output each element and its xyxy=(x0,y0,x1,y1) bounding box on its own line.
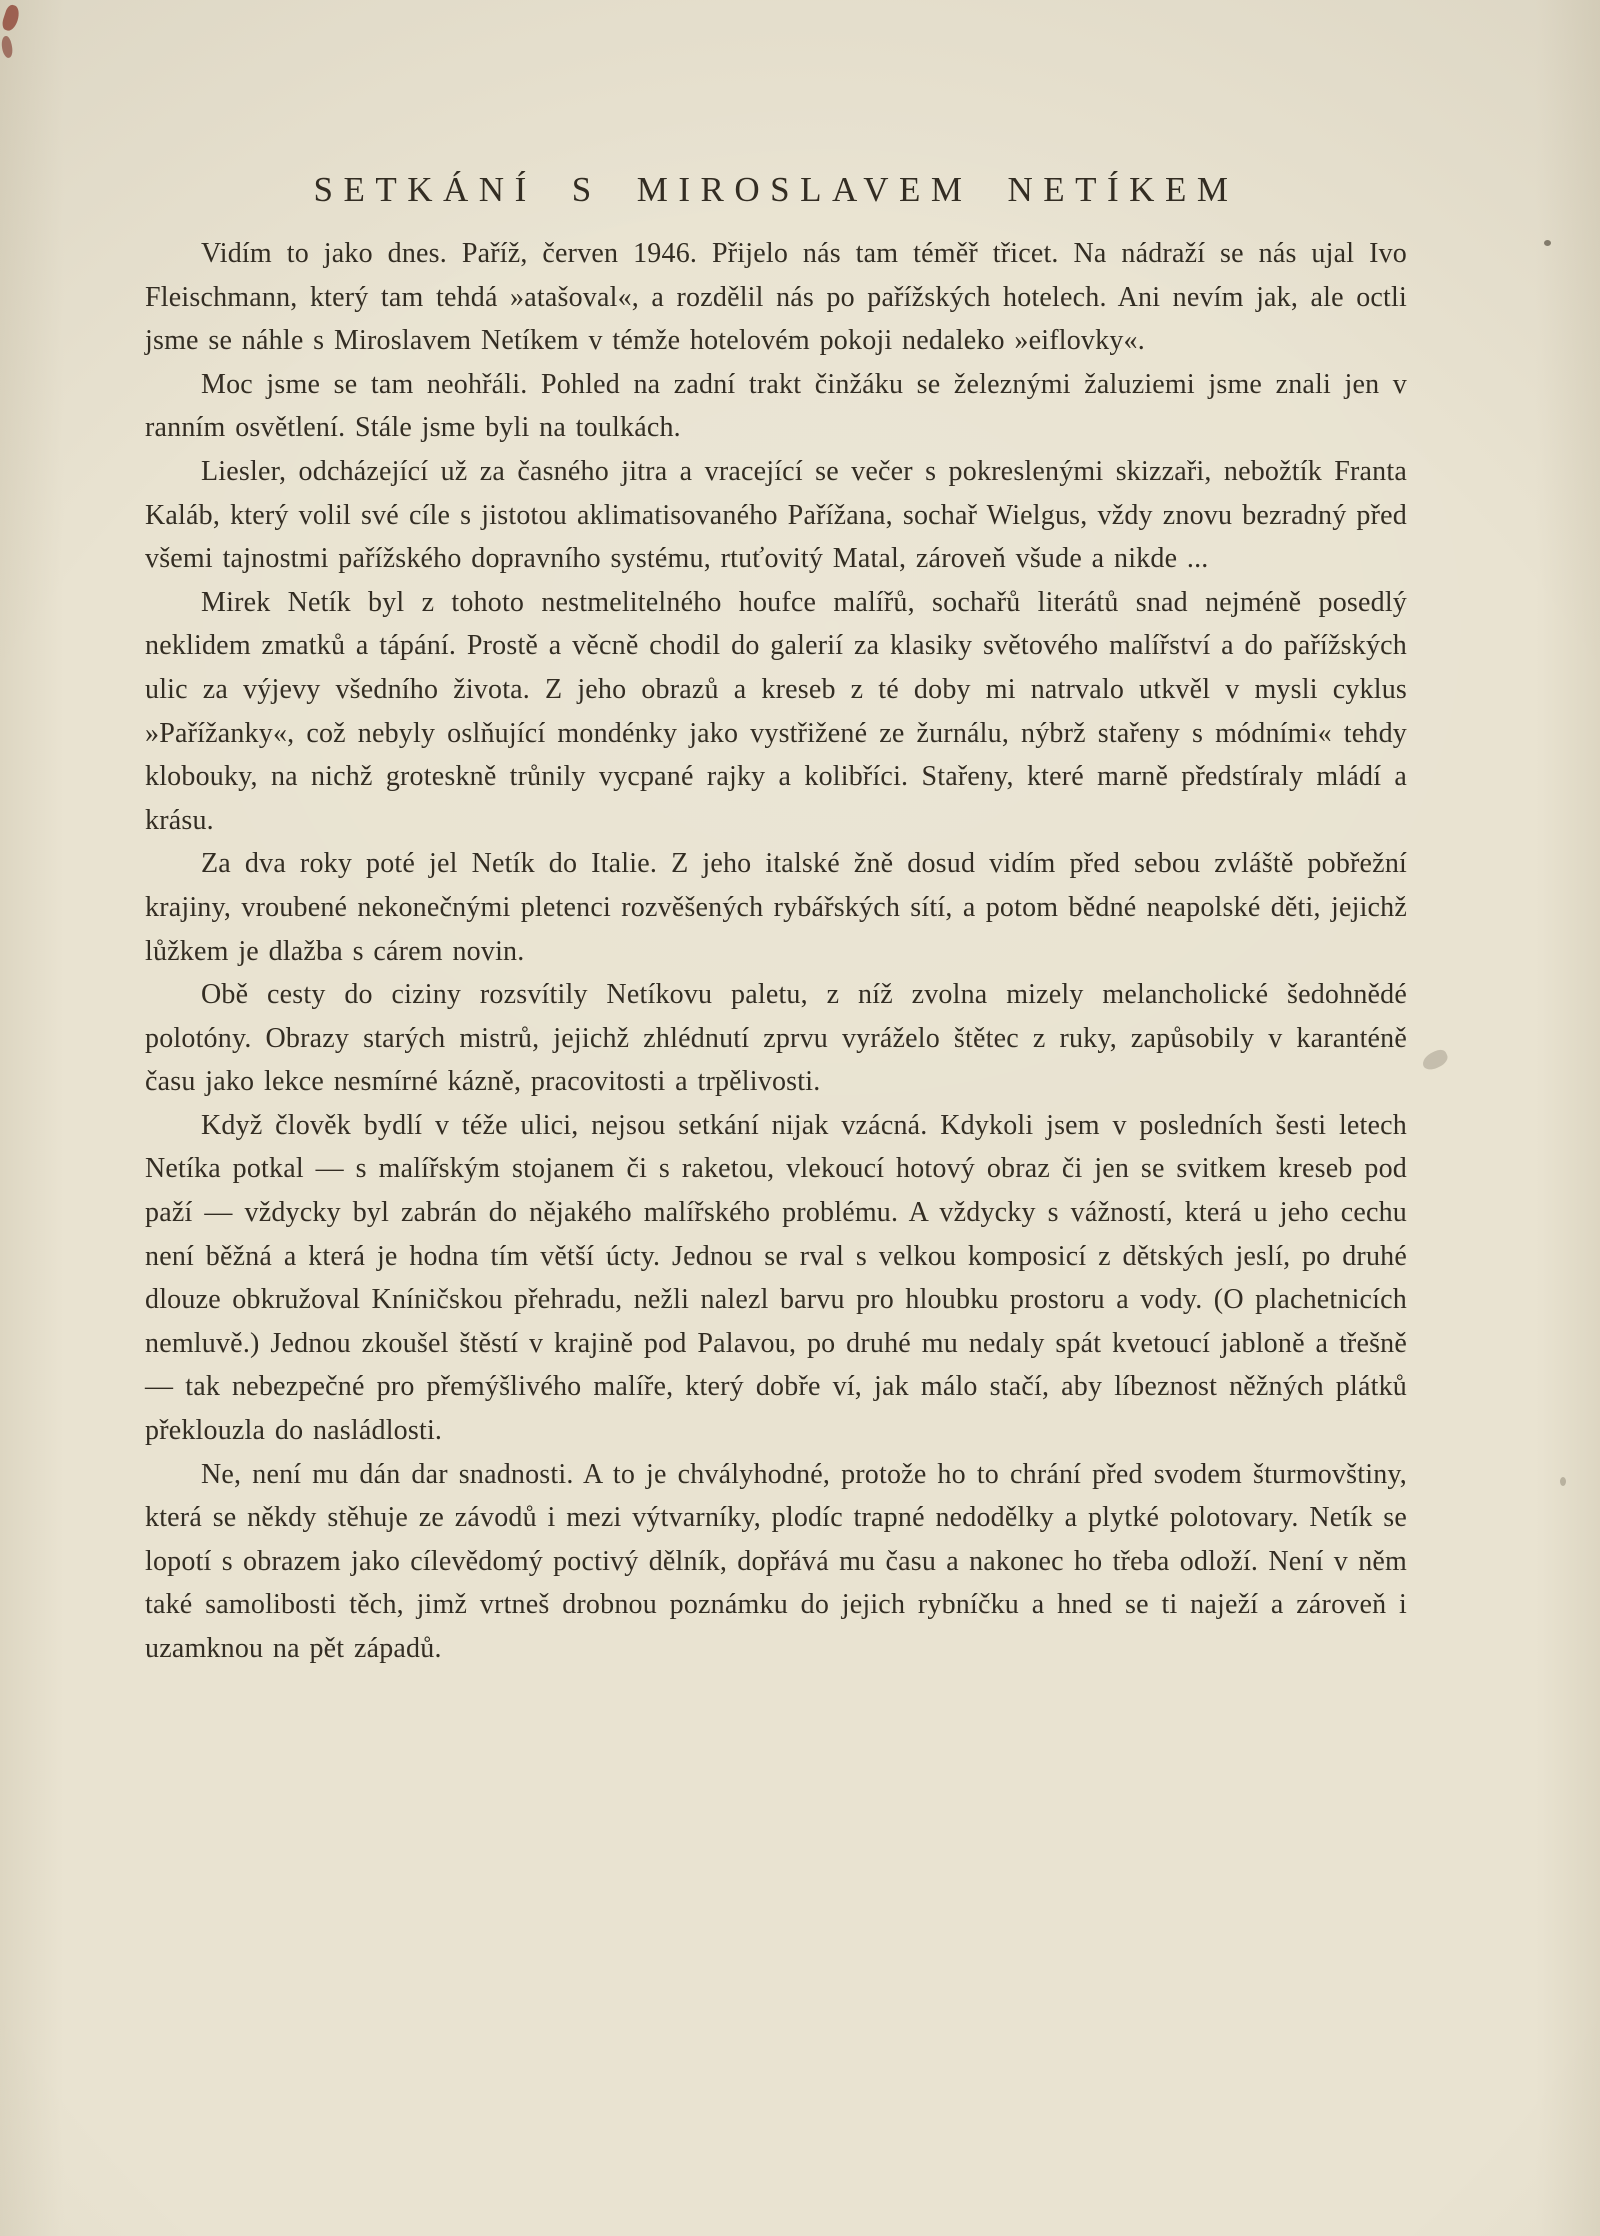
paragraph-hotel-room: Moc jsme se tam neohřáli. Pohled na zadní trakt činžáku se železnými žaluziemi jsme znali jen v ranním osvětlení. Stále jsme byli na toulkách. xyxy=(145,368,1407,444)
scan-smudge xyxy=(1420,1047,1450,1072)
paragraph-mirek-netik: Mirek Netík byl z tohoto nestmelitelného houfce malířů, sochařů literátů snad nejméně posedlý neklidem zmatků a tápání. Prostě a věcně chodil do galerií za klasiky světového malířství a do pařížských ulic za výjevy všedního života. Z jeho obrazů a kreseb z té doby mi natrvalo utkvěl v mysli cyklus »Pařížanky«, což nebyly oslňující mondénky jako vystřižené ze žurnálu, nýbrž stařeny s módními« tehdy klobouky, na nichž groteskně trůnily vycpané rajky a kolibříci. Stařeny, které marně předstíraly mládí a krásu. xyxy=(145,586,1407,836)
paragraph-encounters: Když člověk bydlí v téže ulici, nejsou setkání nijak vzácná. Kdykoli jsem v posledních šesti letech Netíka potkal — s malířským stojanem či s raketou, vlekoucí hotový obraz či jen se svitkem kreseb pod paží — vždycky byl zabrán do nějakého malířského problému. A vždycky s vážností, která u jeho cechu není běžná a která je hodna tím větší úcty. Jednou se rval s velkou komposicí z dětských jeslí, po druhé dlouze obkružoval Kníničskou přehradu, nežli nalezl barvu pro hloubku prostoru a vody. (O plachetnicích nemluvě.) Jednou zkoušel štěstí v krajině pod Palavou, po druhé mu nedaly spát kvetoucí jabloně a třešně — tak nebezpečné pro přemýšlivého malíře, který dobře ví, jak málo stačí, aby líbeznost něžných plátků překlouzla do nasládlosti. xyxy=(145,1109,1407,1447)
scan-speck xyxy=(1560,1477,1566,1486)
paragraph-painters-group: Liesler, odcházející už za časného jitra a vracející se večer s pokreslenými skizzaři, nebožtík Franta Kaláb, který volil své cíle s jistotou aklimatisovaného Pařížana, sochař Wielgus, vždy znovu bezradný před všemi tajnostmi pařížského dopravního systému, rtuťovitý Matal, zároveň všude a nikde ... xyxy=(145,455,1407,575)
paragraph-arrival-paris: Vidím to jako dnes. Paříž, červen 1946. Přijelo nás tam téměř třicet. Na nádraží se nás ujal Ivo Fleischmann, který tam tehdá »atašoval«, a rozdělil nás po pařížských hotelech. Ani nevím jak, ale octli jsme se náhle s Miroslavem Netíkem v témže hotelovém pokoji nedaleko »eiflovky«. xyxy=(145,238,1407,357)
red-ink-stain xyxy=(0,3,21,32)
red-ink-stain xyxy=(0,35,14,58)
paragraph-italy-trip: Za dva roky poté jel Netík do Italie. Z jeho italské žně dosud vidím před sebou zvláště pobřežní krajiny, vroubené nekonečnými pletenci rozvěšených rybářských sítí, a potom bědné neapolské děti, jejichž lůžkem je dlažba s cárem novin. xyxy=(145,848,1407,967)
scan-speck xyxy=(1544,240,1551,246)
page-title: SETKÁNÍ S MIROSLAVEM NETÍKEM xyxy=(313,170,1239,209)
paragraph-diligence: Ne, není mu dán dar snadnosti. A to je chvályhodné, protože ho to chrání před svodem šturmovštiny, která se někdy stěhuje ze závodů i mezi výtvarníky, plodíc trapné nedodělky a plytké polotovary. Netík se lopotí s obrazem jako cílevědomý poctivý dělník, dopřává mu času a nakonec ho třeba odloží. Není v něm také samolibosti těch, jimž vrtneš drobnou poznámku do jejich rybníčku a hned se ti naježí a zároveň i uzamknou na pět západů. xyxy=(145,1458,1407,1664)
paragraph-palette: Obě cesty do ciziny rozsvítily Netíkovu paletu, z níž zvolna mizely melancholické šedohnědé polotóny. Obrazy starých mistrů, jejichž zhlédnutí zprvu vyráželo štětec z ruky, zapůsobily v karanténě času jako lekce nesmírné kázně, pracovitosti a trpělivosti. xyxy=(145,979,1407,1098)
page-content xyxy=(145,170,1407,1671)
